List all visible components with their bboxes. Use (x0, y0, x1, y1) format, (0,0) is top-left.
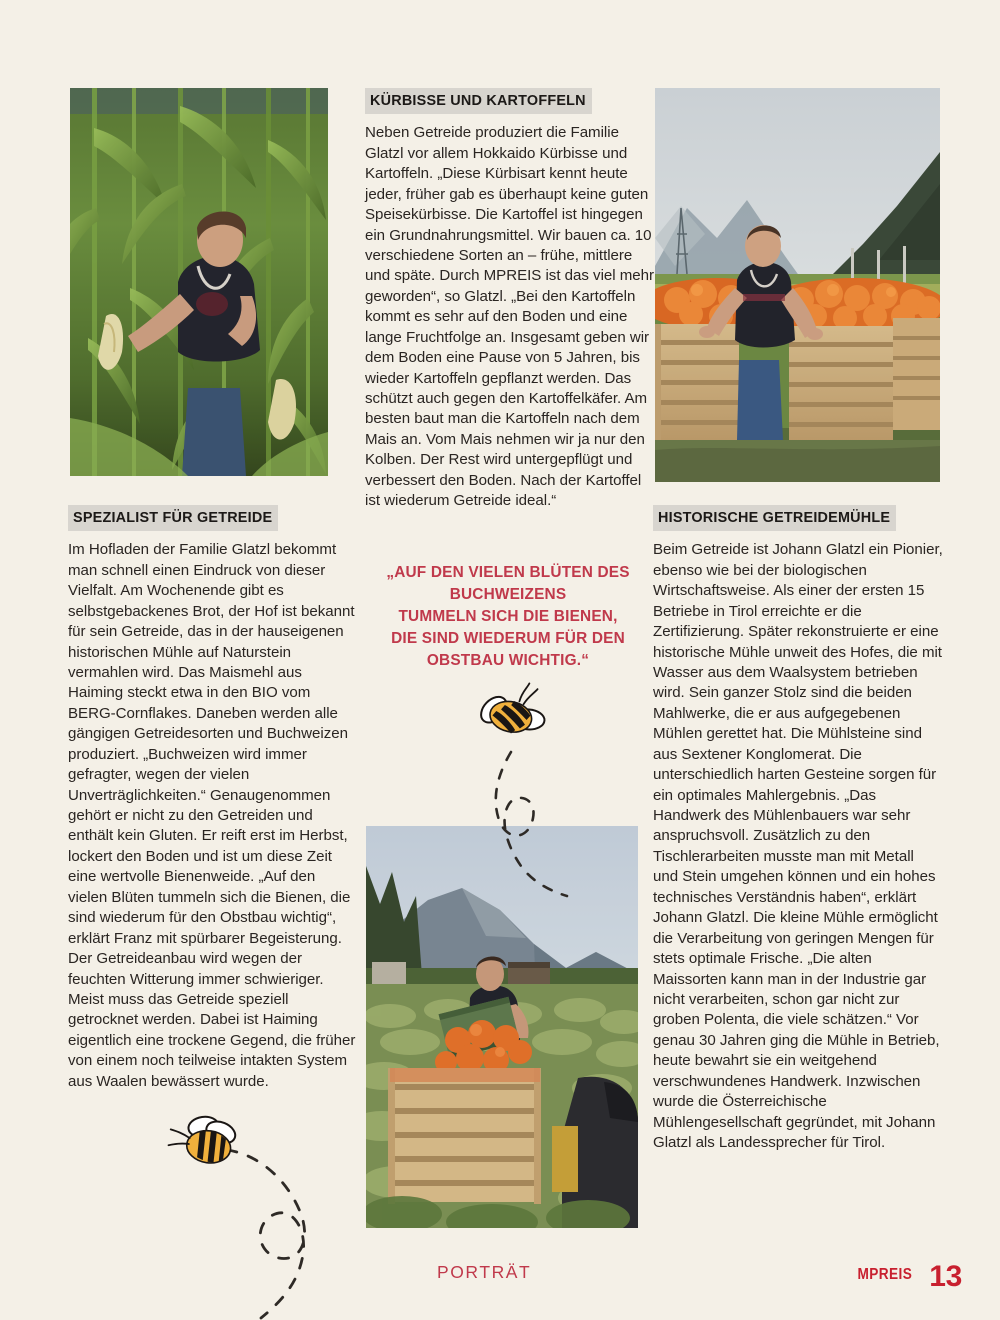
photo-pumpkin-crates (655, 88, 940, 482)
photo-pumpkin-harvest (366, 826, 638, 1228)
page-number: 13 (929, 1260, 962, 1293)
pull-quote-line-3: TUMMELN SICH DIE BIENEN, (398, 607, 618, 625)
column-left (68, 505, 358, 1092)
heading-spezialist-fuer-getreide: SPEZIALIST FÜR GETREIDE (68, 505, 278, 531)
footer-section-label: PORTRÄT (437, 1262, 532, 1282)
pull-quote-line-1: „AUF DEN VIELEN BLÜTEN DES (386, 564, 630, 581)
pull-quote-line-5: OBSTBAU WICHTIG.“ (426, 651, 590, 669)
mpreis-logo: MPREIS (857, 1266, 912, 1283)
heading-kuerbisse-und-kartoffeln: KÜRBISSE UND KARTOFFELN (365, 88, 592, 114)
photo-corn-field (70, 88, 328, 476)
column-right (653, 505, 943, 1153)
body-text-middle: Neben Getreide produziert die Familie Glatzl vor allem Hokkaido Kürbisse und Kartoffeln. „Diese Kürbisart kennt heute jeder, früher gab es überhaupt keine guten Speisekürbisse. Die Kartoffel ist hingegen ein Grundnahrungsmittel. Wir bauen ca. 10 verschiedene Sorten an – frühe, mittlere und späte. Durch MPREIS ist das viel mehr geworden“, so Glatzl. „Bei den Kartoffeln kommt es sehr auf den Boden und eine lange Fruchtfolge an. Insgesamt geben wir dem Boden eine Pause von 5 Jahren, bis wieder Kartoffeln gepflanzt werden. Das schützt auch gegen den Kartoffelkäfer. Am besten baut man die Kartoffeln nach dem Mais an. Vom Mais nehmen wir ja nur den Kolben. Der Rest wird untergepflügt und verbessert den Boden. Nach der Kartoffel ist wiederum Getreide ideal.“ (365, 124, 655, 510)
heading-historische-getreidemuehle: HISTORISCHE GETREIDEMÜHLE (653, 505, 896, 531)
column-middle (365, 88, 655, 512)
page-footer (0, 1258, 1000, 1298)
body-text-left: Im Hofladen der Familie Glatzl bekommt man schnell einen Eindruck von dieser Vielfalt. Am Wochenende gibt es selbstgebackenes Brot, der Hof ist bekannt für sein Getreide, das in der hauseigenen historischen Mühle auf Naturstein vermahlen wird. Das Maismehl aus Haiming steckt etwa in den BIO vom BERG-Cornflakes. Daneben werden alle gängigen Getreidesorten und Buchweizen produziert. „Buchweizen wird immer gefragter, wegen der vielen Unverträglichkeiten.“ Genaugenommen gehört er nicht zu den Getreiden und enthält kein Gluten. Er reift erst im Herbst, lockert den Boden und ist um diese Zeit eine wertvolle Bienenweide. „Auf den vielen Blüten tummeln sich die Bienen, die sind wiederum für den Obstbau wichtig“, erklärt Franz mit spürbarer Begeisterung. Der Getreideanbau wird wegen der feuchten Witterung immer schwieriger. Meist muss das Getreide speziell getrocknet werden. Dabei ist Haiming eigentlich eine trockene Gegend, die früher von einem noch teilweise intakten System aus Waalen bewässert wurde. (68, 541, 356, 1090)
pull-quote-line-2: BUCHWEIZENS (449, 585, 567, 603)
pull-quote (358, 562, 658, 671)
bee-body-middle (472, 680, 551, 749)
body-text-right: Beim Getreide ist Johann Glatzl ein Pionier, ebenso wie bei der biologischen Wirtschaftsweise. Als einer der ersten 15 Betriebe in Tirol erreichte er die Zertifizierung. Später rekonstruierte er eine historische Mühle unweit des Hofes, die mit Wasser aus dem Waalsystem betrieben wird. Sein ganzer Stolz sind die beiden Mahlwerke, die er aus aufgegebenen Mühlen gerettet hat. Die Mühlsteine sind aus Sextener Konglomerat. Die unterschiedlich harten Gesteine sorgen für ein optimales Mahlergebnis. „Das Handwerk des Mühlenbauers war sehr anspruchsvoll. Zusätzlich zu den Tischlerarbeiten musste man mit Metall und Stein umgehen können und ein hohes technisches Verständnis haben“, erklärt Johann Glatzl. Die kleine Mühle ermöglicht die Verarbeitung von geringen Mengen für stets optimale Frische. „Die alten Maissorten kann man in der Industrie gar nicht verarbeiten, schon gar nicht zur groben Polenta, die viele schätzen.“ Vor genau 30 Jahren ging die Mühle in Betrieb, heute bewahrt sie ein weitgehend verschwundenes Handwerk. Inzwischen wurde die Österreichische Mühlengesellschaft gegründet, mit Johann Glatzl als Landessprecher für Tirol. (653, 541, 943, 1152)
bee-body-bottom (167, 1109, 240, 1167)
pull-quote-line-4: DIE SIND WIEDERUM FÜR DEN (391, 629, 625, 647)
